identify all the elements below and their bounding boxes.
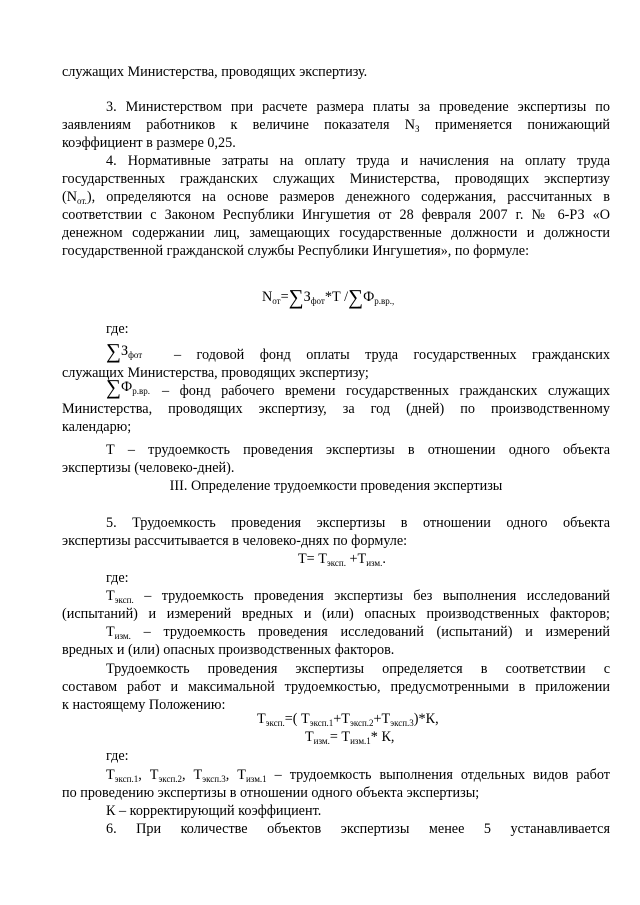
- where-label: где:: [106, 748, 129, 764]
- symbol-z-fot: $\sum З_{фот}$: [106, 339, 143, 363]
- where-label: где:: [106, 570, 129, 586]
- paragraph-6-line: 6. При количестве объектов экспертизы менее 5 устанавливается: [106, 821, 610, 837]
- formula-t: $Т= Т_{эксп.} +Т_{изм.}$.: [298, 551, 386, 568]
- definition-line: (испытаний) и измерений вредных и (или) опасных производственных факторов;: [62, 606, 610, 622]
- definition-line: $Т_{эксп.1}$, $Т_{эксп.2}$, $Т_{эксп.3}$, $Т_{изм.1}$ – трудоемкость выполнения отдельных видов работ: [106, 767, 611, 784]
- definition-line: календарю;: [62, 419, 132, 435]
- symbol-phi: $\sum Ф_{р.вр.}$: [106, 375, 150, 399]
- paragraph-3-line: 3. Министерством при расчете размера платы за проведение экспертизы по: [106, 99, 610, 115]
- formula-t-izm: $Т_{изм.}= Т_{изм.1}*$ К,: [305, 729, 395, 746]
- definition-line: $Т_{изм.}$ – трудоемкость проведения исследований (испытаний) и измерений: [106, 624, 610, 641]
- definition-line: вредных и (или) опасных производственных факторов.: [62, 642, 395, 658]
- definition-line: экспертизы (человеко-дней).: [62, 460, 235, 476]
- paragraph-line: Трудоемкость проведения экспертизы определяется в соответствии с: [106, 661, 610, 677]
- definition-line: Т – трудоемкость проведения экспертизы в отношении одного объекта: [106, 442, 610, 458]
- paragraph-4-line: $(N_{от.})$, определяются на основе размеров денежного содержания, рассчитанных в: [62, 189, 610, 206]
- paragraph-4-line: государственной гражданской службы Республики Ингушетия», по формуле:: [62, 243, 530, 259]
- paragraph-5-line: экспертизы рассчитывается в человеко-днях по формуле:: [62, 533, 408, 549]
- section-heading: III. Определение трудоемкости проведения экспертизы: [169, 478, 503, 494]
- definition-line: – годовой фонд оплаты труда государственных гражданских: [174, 347, 610, 363]
- definition-line: Министерства, проводящих экспертизу, за год (дней) по производственному: [62, 401, 610, 417]
- where-label: где:: [106, 321, 129, 337]
- definition-line: $Т_{эксп.}$ – трудоемкость проведения экспертизы без выполнения исследований: [106, 588, 610, 605]
- formula-t-eksp: $Т_{эксп.}=$( $Т_{эксп.1}+Т_{эксп.2}+Т_{эксп.3})*К$,: [257, 711, 439, 728]
- paragraph-3-line: заявлениям работников к величине показателя $N_З$ применяется понижающий: [62, 117, 611, 134]
- paragraph-3-line: коэффициент в размере 0,25.: [62, 135, 236, 151]
- paragraph-4-line: государственных гражданских служащих Министерства, проводящих экспертизу: [62, 171, 610, 187]
- definition-line: – фонд рабочего времени государственных гражданских служащих: [162, 383, 610, 399]
- definition-line: служащих Министерства, проводящих экспертизу;: [62, 365, 369, 381]
- definition-line: по проведению экспертизы в отношении одного объекта экспертизы;: [62, 785, 480, 801]
- paragraph-line: к настоящему Положению:: [62, 697, 226, 713]
- paragraph-line: составом работ и максимальной трудоемкостью, предусмотренными в приложении: [62, 679, 610, 695]
- definition-line: К – корректирующий коэффициент.: [106, 803, 322, 819]
- text-line: служащих Министерства, проводящих экспертизу.: [62, 64, 368, 80]
- paragraph-4-line: денежном содержании лиц, замещающих государственные должности и должности: [62, 225, 610, 241]
- paragraph-5-line: 5. Трудоемкость проведения экспертизы в отношении одного объекта: [106, 515, 610, 531]
- paragraph-4-line: соответствии с Законом Республики Ингушетия от 28 февраля 2007 г. № 6-РЗ «О: [62, 207, 610, 223]
- paragraph-4-line: 4. Нормативные затраты на оплату труда и начисления на оплату труда: [106, 153, 610, 169]
- formula-n-ot: $N_{от}=\sum З_{фот}*Т$ $/\sum Ф_{р.вр.,}$: [262, 285, 395, 309]
